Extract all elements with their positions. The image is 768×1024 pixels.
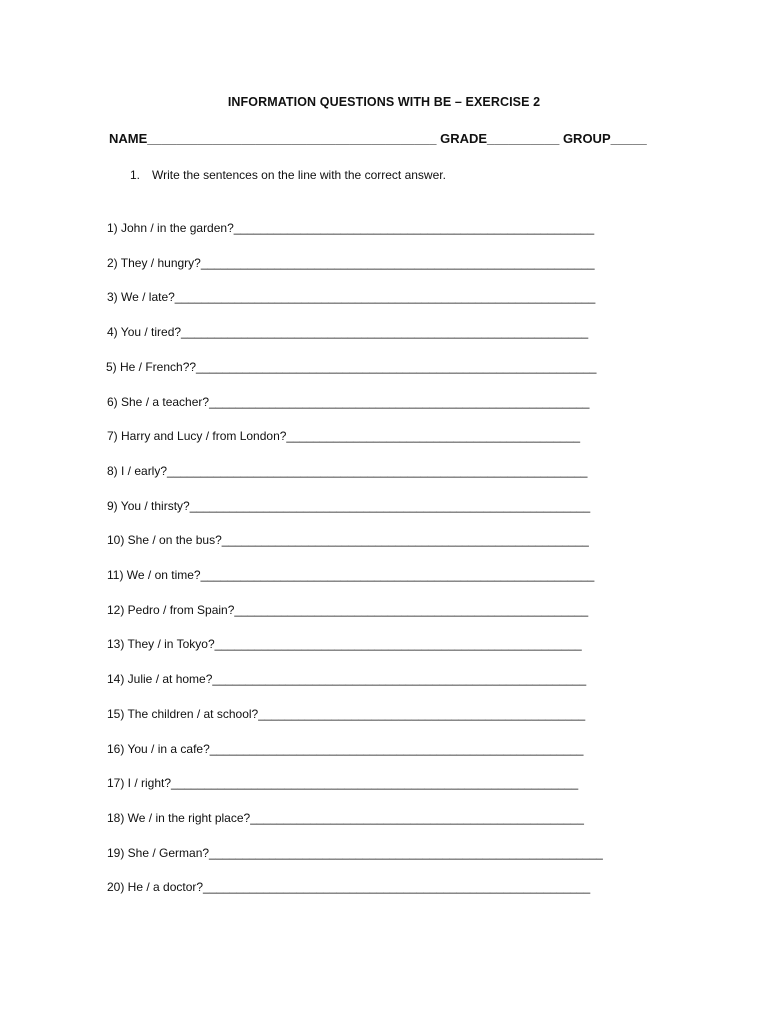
question-item: 13) They / in Tokyo?_______________________________________________________	[107, 637, 582, 652]
student-info-line: NAME________________________________________ GRADE__________ GROUP_____	[109, 131, 647, 146]
instruction-number: 1.	[130, 168, 141, 182]
question-item: 17) I / right?_____________________________________________________________	[107, 776, 579, 791]
question-item: 12) Pedro / from Spain?_____________________________________________________	[107, 602, 589, 617]
question-item: 7) Harry and Lucy / from London?____________________________________________	[107, 429, 581, 444]
question-item: 11) We / on time?___________________________________________________________	[107, 568, 595, 582]
question-item: 3) We / late?_______________________________________________________________	[107, 290, 596, 305]
question-item: 8) I / early?_______________________________________________________________	[107, 463, 588, 478]
question-item: 20) He / a doctor?__________________________________________________________	[107, 880, 591, 895]
question-item: 2) They / hungry?___________________________________________________________	[107, 255, 595, 270]
question-item: 5) He / French??____________________________________________________________	[106, 359, 597, 374]
question-item: 14) Julie / at home?________________________________________________________	[107, 672, 587, 687]
question-item: 16) You / in a cafe?________________________________________________________	[107, 741, 584, 756]
question-item: 15) The children / at school?_________________________________________________	[107, 706, 586, 721]
page-title: INFORMATION QUESTIONS WITH BE – EXERCISE 2	[227, 95, 541, 109]
instruction	[130, 168, 446, 182]
question-item: 6) She / a teacher?_________________________________________________________	[107, 394, 590, 409]
question-item: 18) We / in the right place?__________________________________________________	[107, 810, 584, 825]
question-item: 9) You / thirsty?____________________________________________________________	[107, 498, 591, 513]
question-item: 1) John / in the garden?______________________________________________________	[107, 221, 595, 235]
question-item: 19) She / German?___________________________________________________________	[107, 845, 603, 860]
instruction-text: Write the sentences on the line with the correct answer.	[152, 168, 446, 182]
question-item: 10) She / on the bus?_______________________________________________________	[107, 533, 589, 548]
question-item: 4) You / tired?_____________________________________________________________	[107, 325, 589, 340]
